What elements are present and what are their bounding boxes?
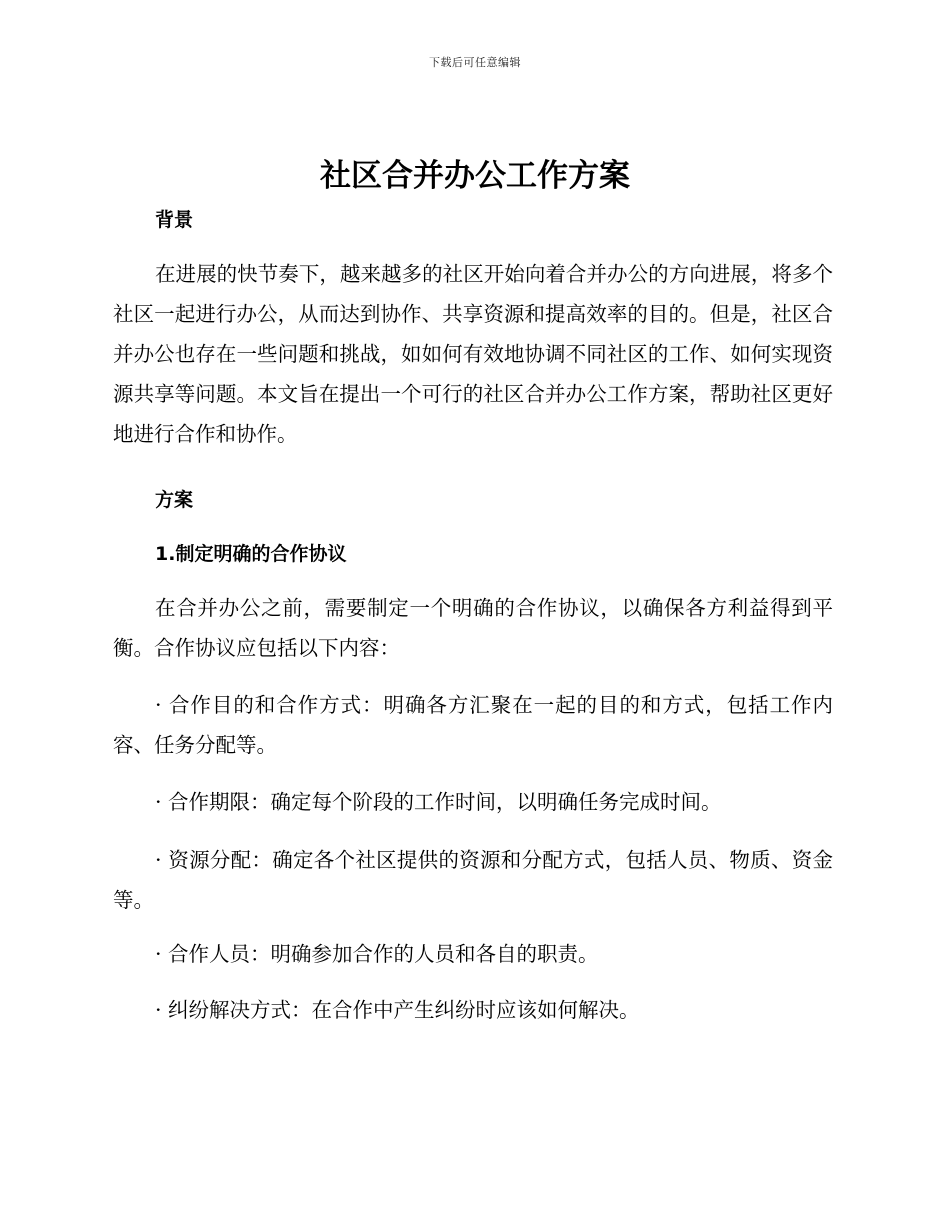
background-paragraph: 在进展的快节奏下，越来越多的社区开始向着合并办公的方向进展，将多个社区一起进行办公，从而达到协作、共享资源和提高效率的目的。但是，社区合并办公也存在一些问题和挑战，如如何有效地协调不同社区的工作、如何实现资源共享等问题。本文旨在提出一个可行的社区合并办公工作方案，帮助社区更好地进行合作和协作。	[113, 262, 833, 446]
list-item-block-3	[113, 934, 833, 974]
list-item: · 合作人员：明确参加合作的人员和各自的职责。	[155, 942, 599, 966]
section-background	[113, 206, 833, 234]
list-item-block-0	[113, 685, 833, 765]
document-title: 社区合并办公工作方案	[320, 158, 630, 194]
section-heading-background: 背景	[155, 209, 194, 231]
list-item: · 合作期限：确定每个阶段的工作时间，以明确任务完成时间。	[155, 790, 722, 814]
list-item-block-2	[113, 840, 833, 920]
list-item-block-1	[113, 782, 833, 822]
header-note: 下载后可任意编辑	[429, 56, 521, 69]
background-paragraph-block	[113, 254, 833, 454]
plan-intro-paragraph: 在合并办公之前，需要制定一个明确的合作协议，以确保各方利益得到平衡。合作协议应包括以下内容：	[113, 596, 833, 660]
subheading-agreement: 1.制定明确的合作协议	[155, 543, 347, 565]
list-item: · 合作目的和合作方式：明确各方汇聚在一起的目的和方式，包括工作内容、任务分配等。	[113, 693, 833, 757]
list-item: · 纠纷解决方式：在合作中产生纠纷时应该如何解决。	[155, 998, 640, 1022]
list-item-block-4	[113, 990, 833, 1030]
intro-paragraph-block	[113, 588, 833, 668]
section-plan	[113, 486, 833, 514]
section-heading-plan: 方案	[155, 489, 194, 511]
subheading-block	[113, 540, 833, 568]
list-item: · 资源分配：确定各个社区提供的资源和分配方式，包括人员、物质、资金等。	[113, 848, 833, 912]
